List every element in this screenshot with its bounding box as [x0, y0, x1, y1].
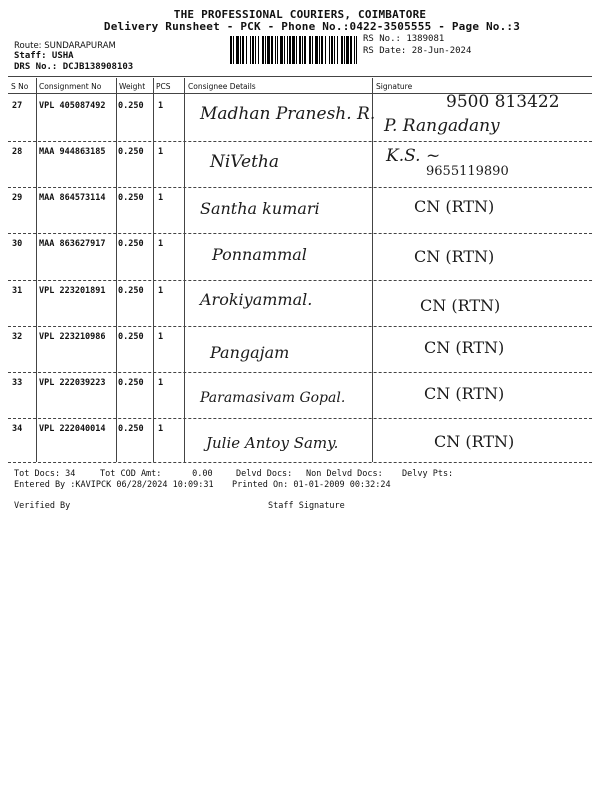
row-sno: 34 — [12, 424, 23, 434]
col-divider — [184, 78, 185, 462]
col-header-pcs: PCS — [156, 82, 171, 91]
col-divider — [153, 78, 154, 462]
row-pcs: 1 — [158, 286, 164, 296]
total-cod-amount: Tot COD Amt: 0.00 — [100, 469, 213, 479]
row-consignment: MAA 944863185 — [39, 147, 106, 157]
delivery-points: Delvy Pts: — [402, 469, 454, 479]
row-consignment: MAA 863627917 — [39, 239, 106, 249]
total-docs: Tot Docs: 34 — [14, 469, 76, 479]
row-weight: 0.250 — [118, 332, 144, 342]
row-weight: 0.250 — [118, 101, 144, 111]
row-weight: 0.250 — [118, 239, 144, 249]
row-sno: 31 — [12, 286, 23, 296]
col-header-signature: Signature — [376, 82, 413, 91]
row-consignment: MAA 864573114 — [39, 193, 106, 203]
consignee-handwriting: Paramasivam Gopal. — [200, 390, 346, 406]
phone-handwriting: 9500 813422 — [446, 92, 560, 112]
row-pcs: 1 — [158, 239, 164, 249]
row-weight: 0.250 — [118, 378, 144, 388]
row-sno: 29 — [12, 193, 23, 203]
row-weight: 0.250 — [118, 147, 144, 157]
staff-label: Staff: USHA — [14, 51, 74, 61]
phone-handwriting: 9655119890 — [426, 164, 509, 179]
row-sno: 28 — [12, 147, 23, 157]
rs-date: RS Date: 28-Jun-2024 — [363, 46, 472, 56]
consignee-handwriting: Julie Antoy Samy. — [206, 434, 339, 452]
col-divider — [116, 78, 117, 462]
row-consignment: VPL 405087492 — [39, 101, 106, 111]
non-delivered-docs: Non Delvd Docs: — [306, 469, 383, 479]
row-sno: 33 — [12, 378, 23, 388]
entered-by: Entered By :KAVIPCK 06/28/2024 10:09:31 — [14, 480, 214, 490]
barcode-image — [230, 36, 358, 64]
row-divider — [8, 187, 592, 188]
row-pcs: 1 — [158, 101, 164, 111]
runsheet-subtitle: Delivery Runsheet - PCK - Phone No.:0422-3505555 - Page No.:3 — [103, 20, 521, 33]
row-consignment: VPL 223210986 — [39, 332, 106, 342]
row-divider — [8, 280, 592, 281]
signature-handwriting: CN (RTN) — [414, 197, 495, 216]
signature-handwriting: CN (RTN) — [414, 247, 495, 266]
consignee-handwriting: NiVetha — [210, 152, 280, 172]
row-divider — [8, 462, 592, 463]
row-consignment: VPL 222039223 — [39, 378, 106, 388]
row-pcs: 1 — [158, 193, 164, 203]
row-sno: 27 — [12, 101, 23, 111]
signature-handwriting: CN (RTN) — [420, 296, 501, 315]
row-pcs: 1 — [158, 332, 164, 342]
staff-signature-label: Staff Signature — [268, 501, 345, 511]
consignee-handwriting: Arokiyammal. — [200, 290, 313, 309]
printed-on: Printed On: 01-01-2009 00:32:24 — [232, 480, 391, 490]
drs-number: DRS No.: DCJB138908103 — [14, 62, 134, 72]
signature-handwriting: CN (RTN) — [424, 338, 505, 357]
row-divider — [8, 418, 592, 419]
consignee-handwriting: Ponnammal — [212, 245, 307, 264]
table-top-rule — [8, 76, 592, 77]
row-consignment: VPL 223201891 — [39, 286, 106, 296]
signature-handwriting: CN (RTN) — [424, 384, 505, 403]
row-pcs: 1 — [158, 378, 164, 388]
row-consignment: VPL 222040014 — [39, 424, 106, 434]
row-divider — [8, 141, 592, 142]
signature-handwriting: K.S. ~ — [386, 146, 441, 166]
company-title: THE PROFESSIONAL COURIERS, COIMBATORE — [173, 8, 427, 21]
row-weight: 0.250 — [118, 286, 144, 296]
row-pcs: 1 — [158, 147, 164, 157]
row-weight: 0.250 — [118, 424, 144, 434]
delivered-docs: Delvd Docs: — [236, 469, 293, 479]
row-divider — [8, 372, 592, 373]
row-pcs: 1 — [158, 424, 164, 434]
consignee-handwriting: Madhan Pranesh. R. — [200, 104, 376, 124]
route-label: Route: SUNDARAPURAM — [14, 41, 116, 51]
col-header-consignment: Consignment No — [39, 82, 102, 91]
consignee-handwriting: Pangajam — [210, 343, 290, 362]
col-header-sno: S No — [11, 82, 29, 91]
signature-handwriting: P. Rangadany — [384, 116, 500, 136]
col-header-weight: Weight — [119, 82, 146, 91]
signature-handwriting: CN (RTN) — [434, 432, 515, 451]
row-divider — [8, 326, 592, 327]
col-divider — [372, 78, 373, 462]
verified-by-label: Verified By — [14, 501, 71, 511]
rs-number: RS No.: 1389081 — [363, 34, 445, 44]
col-header-consignee: Consignee Details — [188, 82, 256, 91]
row-sno: 32 — [12, 332, 23, 342]
col-divider — [36, 78, 37, 462]
row-divider — [8, 233, 592, 234]
row-weight: 0.250 — [118, 193, 144, 203]
row-sno: 30 — [12, 239, 23, 249]
consignee-handwriting: Santha kumari — [200, 199, 320, 218]
